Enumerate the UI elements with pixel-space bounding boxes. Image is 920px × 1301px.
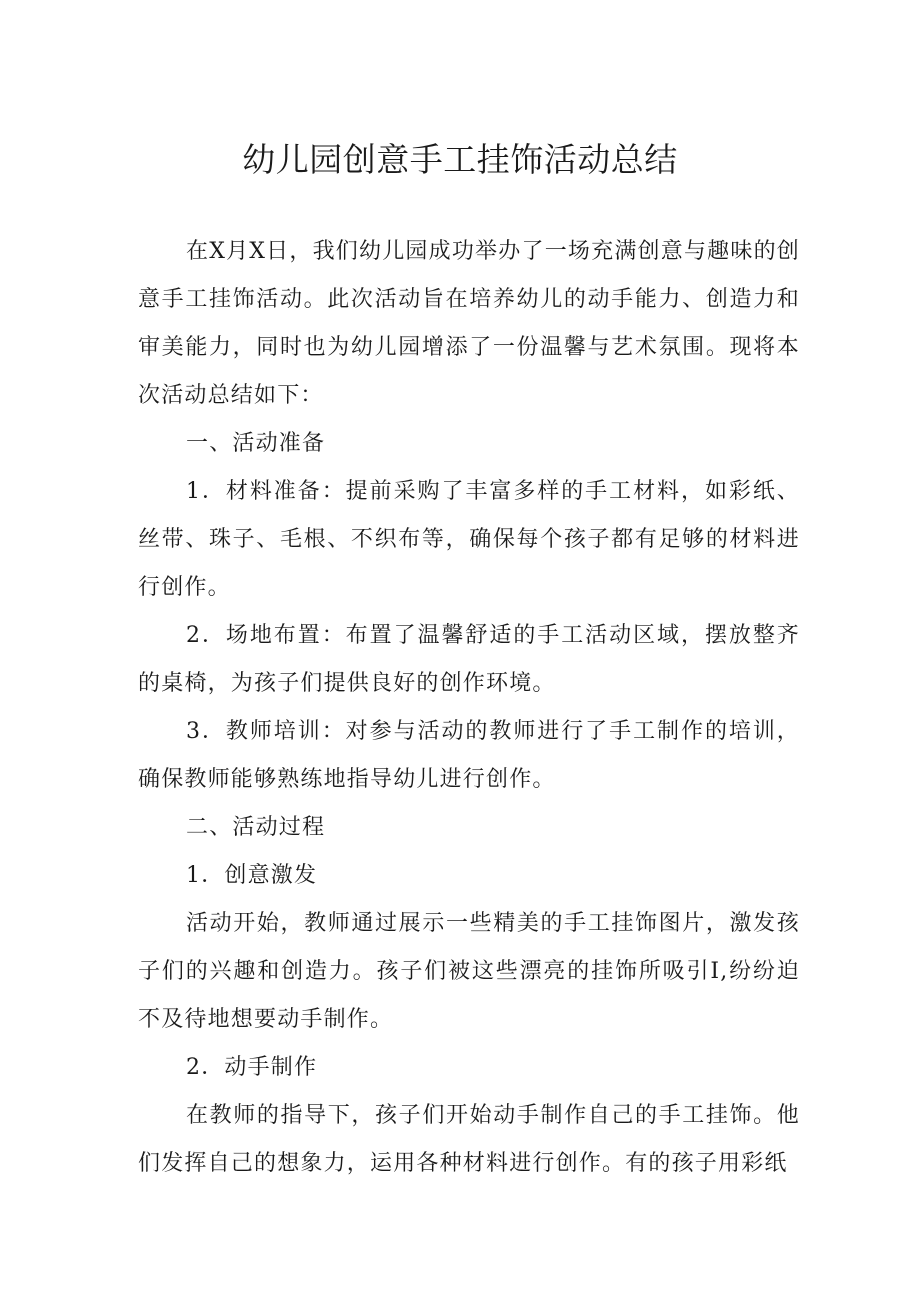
section-heading-process: 二、活动过程 — [186, 815, 326, 840]
section-heading-preparation: 一、活动准备 — [186, 431, 326, 456]
document-body — [138, 228, 800, 1188]
list-item-venue: 2．场地布置：布置了温馨舒适的手工活动区域，摆放整齐的桌椅，为孩子们提供良好的创作环境。 — [138, 623, 800, 696]
subheading-creativity: 1．创意激发 — [186, 863, 318, 888]
intro-paragraph: 在X月X日，我们幼儿园成功举办了一场充满创意与趣味的创意手工挂饰活动。此次活动旨在培养幼儿的动手能力、创造力和审美能力，同时也为幼儿园增添了一份温馨与艺术氛围。现将本次活动总结如下： — [138, 239, 800, 408]
list-item-materials: 1．材料准备：提前采购了丰富多样的手工材料，如彩纸、丝带、珠子、毛根、不织布等，确保每个孩子都有足够的材料进行创作。 — [138, 479, 800, 600]
paragraph-creativity: 活动开始，教师通过展示一些精美的手工挂饰图片，激发孩子们的兴趣和创造力。孩子们被这些漂亮的挂饰所吸引I,纷纷迫不及待地想要动手制作。 — [138, 911, 800, 1032]
subheading-hands-on: 2．动手制作 — [186, 1055, 318, 1080]
document-title: 幼儿园创意手工挂饰活动总结 — [242, 140, 678, 179]
list-item-teacher-training: 3．教师培训：对参与活动的教师进行了手工制作的培训，确保教师能够熟练地指导幼儿进行创作。 — [138, 719, 800, 792]
paragraph-hands-on: 在教师的指导下，孩子们开始动手制作自己的手工挂饰。他们发挥自己的想象力，运用各种材料进行创作。有的孩子用彩纸 — [138, 1103, 800, 1176]
